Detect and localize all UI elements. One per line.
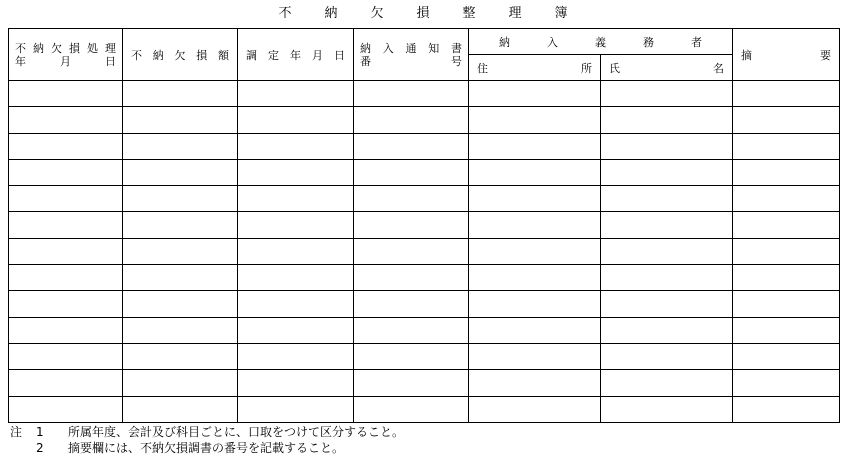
header-disposal-date-line2	[9, 55, 122, 68]
header-char: 納	[33, 41, 44, 55]
title-char: 損	[416, 6, 430, 21]
cell-amount[interactable]	[123, 291, 238, 317]
cell-disposal-date[interactable]	[9, 81, 123, 107]
cell-disposal-date[interactable]	[9, 238, 123, 264]
header-char: 理	[105, 41, 116, 55]
cell-assessment-date[interactable]	[238, 212, 354, 238]
header-char: 番	[360, 54, 371, 68]
page-title	[0, 2, 846, 22]
cell-amount[interactable]	[123, 133, 238, 159]
cell-notice-number[interactable]	[354, 159, 469, 185]
cell-amount[interactable]	[123, 265, 238, 291]
table-row	[9, 396, 840, 422]
cell-disposal-date[interactable]	[9, 317, 123, 343]
cell-assessment-date[interactable]	[238, 81, 354, 107]
cell-name[interactable]	[601, 343, 733, 369]
cell-disposal-date[interactable]	[9, 265, 123, 291]
cell-notice-number[interactable]	[354, 265, 469, 291]
header-amount	[123, 29, 238, 81]
cell-disposal-date[interactable]	[9, 186, 123, 212]
note-item	[10, 440, 404, 456]
cell-assessment-date[interactable]	[238, 159, 354, 185]
header-char: 務	[643, 35, 654, 49]
header-char: 欠	[51, 41, 62, 55]
table-row	[9, 238, 840, 264]
header-name	[601, 55, 733, 81]
cell-notice-number[interactable]	[354, 291, 469, 317]
cell-disposal-date[interactable]	[9, 133, 123, 159]
note-text: 所属年度、会計及び科目ごとに、口取をつけて区分すること。	[68, 425, 405, 439]
title-char: 欠	[370, 6, 384, 21]
cell-amount[interactable]	[123, 317, 238, 343]
cell-notice-number[interactable]	[354, 317, 469, 343]
note-number: 1	[36, 425, 44, 439]
header-char: 入	[382, 41, 394, 55]
header-char: 月	[60, 54, 71, 68]
note-item	[10, 424, 404, 440]
cell-disposal-date[interactable]	[9, 107, 123, 133]
header-notice-number	[354, 29, 469, 81]
table-row	[9, 265, 840, 291]
header-notice-number-line1	[354, 42, 468, 55]
cell-name[interactable]	[601, 107, 733, 133]
cell-address[interactable]	[469, 343, 601, 369]
cell-disposal-date[interactable]	[9, 370, 123, 396]
cell-assessment-date[interactable]	[238, 265, 354, 291]
title-char: 不	[278, 6, 292, 21]
cell-address[interactable]	[469, 107, 601, 133]
cell-assessment-date[interactable]	[238, 317, 354, 343]
cell-notice-number[interactable]	[354, 238, 469, 264]
ledger-table	[8, 28, 840, 423]
cell-address[interactable]	[469, 212, 601, 238]
cell-name[interactable]	[601, 291, 733, 317]
cell-name[interactable]	[601, 370, 733, 396]
cell-address[interactable]	[469, 238, 601, 264]
cell-disposal-date[interactable]	[9, 212, 123, 238]
table-row	[9, 159, 840, 185]
cell-address[interactable]	[469, 317, 601, 343]
header-char: 摘	[741, 48, 752, 62]
cell-disposal-date[interactable]	[9, 396, 123, 422]
cell-name[interactable]	[601, 159, 733, 185]
cell-name[interactable]	[601, 186, 733, 212]
header-char: 納	[499, 35, 510, 49]
cell-amount[interactable]	[123, 238, 238, 264]
table-row	[9, 133, 840, 159]
cell-notice-number[interactable]	[354, 370, 469, 396]
header-char: 不	[15, 41, 26, 55]
cell-remarks[interactable]	[733, 107, 840, 133]
cell-name[interactable]	[601, 317, 733, 343]
note-prefix: 注	[10, 425, 23, 439]
header-assessment-date	[238, 29, 354, 81]
cell-name[interactable]	[601, 133, 733, 159]
header-char: 額	[218, 48, 229, 62]
cell-remarks[interactable]	[733, 186, 840, 212]
cell-remarks[interactable]	[733, 343, 840, 369]
cell-address[interactable]	[469, 186, 601, 212]
note-number: 2	[36, 441, 44, 455]
cell-amount[interactable]	[123, 212, 238, 238]
cell-notice-number[interactable]	[354, 107, 469, 133]
cell-assessment-date[interactable]	[238, 291, 354, 317]
table-row	[9, 107, 840, 133]
table-row	[9, 81, 840, 107]
cell-remarks[interactable]	[733, 212, 840, 238]
table-row	[9, 343, 840, 369]
title-char: 整	[462, 6, 476, 21]
cell-assessment-date[interactable]	[238, 186, 354, 212]
cell-address[interactable]	[469, 265, 601, 291]
header-char: 損	[69, 41, 80, 55]
header-obligor-group	[469, 29, 733, 55]
cell-remarks[interactable]	[733, 159, 840, 185]
cell-notice-number[interactable]	[354, 212, 469, 238]
cell-amount[interactable]	[123, 81, 238, 107]
header-char: 通	[405, 41, 417, 55]
header-char: 納	[360, 41, 371, 55]
header-char: 氏	[609, 61, 620, 75]
header-char: 処	[87, 41, 98, 55]
header-char: 年	[290, 48, 301, 62]
cell-disposal-date[interactable]	[9, 159, 123, 185]
cell-notice-number[interactable]	[354, 81, 469, 107]
cell-remarks[interactable]	[733, 317, 840, 343]
cell-assessment-date[interactable]	[238, 133, 354, 159]
header-char: 所	[581, 61, 592, 75]
header-notice-number-line2	[354, 55, 468, 68]
cell-amount[interactable]	[123, 186, 238, 212]
cell-notice-number[interactable]	[354, 186, 469, 212]
cell-amount[interactable]	[123, 159, 238, 185]
table-row	[9, 186, 840, 212]
title-char: 簿	[554, 6, 568, 21]
cell-name[interactable]	[601, 212, 733, 238]
header-char: 調	[246, 48, 257, 62]
header-char: 年	[15, 54, 26, 68]
ledger-body	[9, 81, 840, 423]
header-char: 入	[547, 35, 558, 49]
cell-notice-number[interactable]	[354, 133, 469, 159]
header-char: 要	[820, 48, 831, 62]
cell-assessment-date[interactable]	[238, 396, 354, 422]
cell-assessment-date[interactable]	[238, 107, 354, 133]
header-char: 日	[334, 48, 345, 62]
cell-remarks[interactable]	[733, 238, 840, 264]
cell-remarks[interactable]	[733, 370, 840, 396]
cell-address[interactable]	[469, 133, 601, 159]
header-char: 者	[691, 35, 702, 49]
cell-disposal-date[interactable]	[9, 291, 123, 317]
cell-disposal-date[interactable]	[9, 343, 123, 369]
table-row	[9, 291, 840, 317]
header-char: 納	[152, 48, 164, 62]
cell-remarks[interactable]	[733, 265, 840, 291]
table-row	[9, 212, 840, 238]
cell-remarks[interactable]	[733, 133, 840, 159]
notes-section	[10, 424, 404, 456]
header-address	[469, 55, 601, 81]
cell-amount[interactable]	[123, 107, 238, 133]
cell-notice-number[interactable]	[354, 396, 469, 422]
title-char: 理	[508, 6, 522, 21]
header-char: 月	[312, 48, 323, 62]
header-char: 欠	[174, 48, 186, 62]
cell-assessment-date[interactable]	[238, 238, 354, 264]
cell-address[interactable]	[469, 291, 601, 317]
header-char: 名	[713, 61, 724, 75]
header-disposal-date-line1	[9, 42, 122, 55]
header-char: 号	[451, 54, 462, 68]
cell-amount[interactable]	[123, 343, 238, 369]
header-char: 知	[428, 41, 440, 55]
note-text: 摘要欄には、不納欠損調書の番号を記載すること。	[68, 441, 345, 455]
cell-amount[interactable]	[123, 370, 238, 396]
cell-remarks[interactable]	[733, 291, 840, 317]
cell-amount[interactable]	[123, 396, 238, 422]
header-char: 不	[131, 48, 142, 62]
header-char: 義	[595, 35, 606, 49]
cell-remarks[interactable]	[733, 396, 840, 422]
header-char: 住	[477, 61, 488, 75]
header-char: 損	[196, 48, 208, 62]
cell-name[interactable]	[601, 238, 733, 264]
table-row	[9, 317, 840, 343]
cell-assessment-date[interactable]	[238, 343, 354, 369]
cell-address[interactable]	[469, 159, 601, 185]
header-char: 書	[451, 41, 462, 55]
cell-address[interactable]	[469, 396, 601, 422]
cell-name[interactable]	[601, 265, 733, 291]
header-remarks	[733, 29, 840, 81]
cell-address[interactable]	[469, 81, 601, 107]
cell-name[interactable]	[601, 396, 733, 422]
header-char: 定	[268, 48, 279, 62]
cell-remarks[interactable]	[733, 81, 840, 107]
cell-name[interactable]	[601, 81, 733, 107]
cell-assessment-date[interactable]	[238, 370, 354, 396]
header-disposal-date	[9, 29, 123, 81]
cell-address[interactable]	[469, 370, 601, 396]
table-row	[9, 370, 840, 396]
cell-notice-number[interactable]	[354, 343, 469, 369]
title-char: 納	[324, 6, 338, 21]
header-char: 日	[105, 54, 116, 68]
